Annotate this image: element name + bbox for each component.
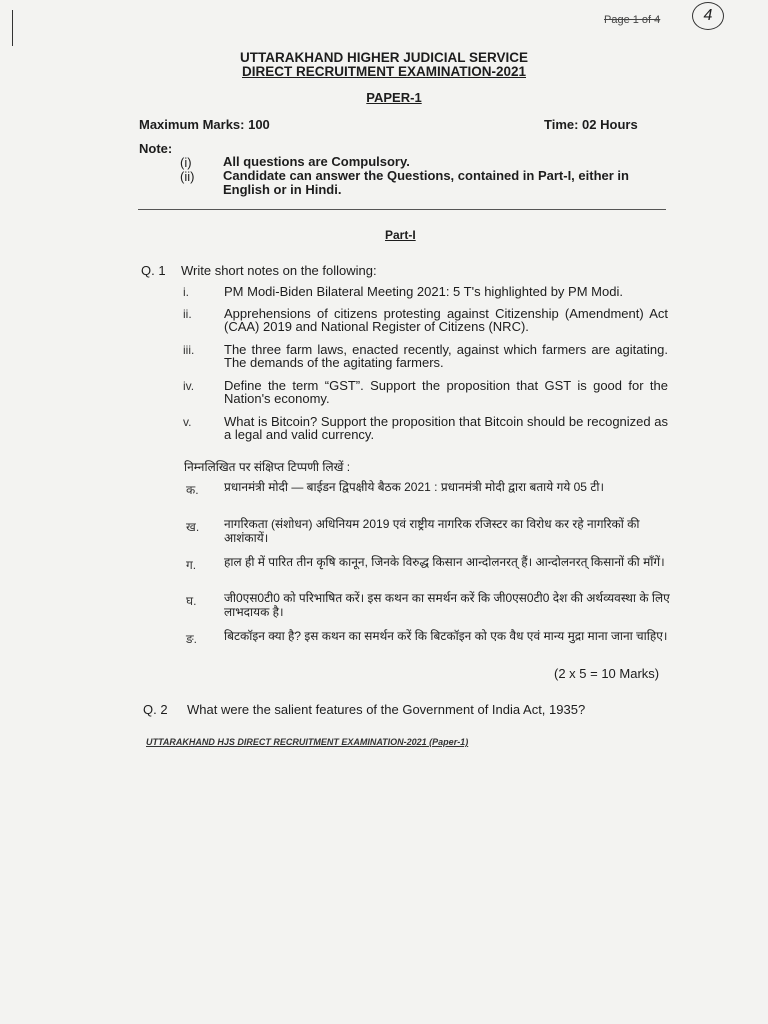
question-marks: (2 x 5 = 10 Marks) — [554, 666, 660, 681]
max-marks: Maximum Marks: 100 — [139, 117, 270, 132]
sub-item-number: v. — [183, 415, 192, 429]
divider — [138, 209, 666, 210]
note-label: Note: — [139, 141, 173, 156]
exam-title-line2-text: DIRECT RECRUITMENT EXAMINATION-2021 — [241, 64, 527, 79]
page-number: Page 1 of 4 — [604, 14, 661, 26]
hindi-instruction: निम्नलिखित पर संक्षिप्त टिप्पणी लिखें : — [184, 460, 351, 474]
margin-mark — [12, 10, 13, 46]
hindi-item-text: हाल ही में पारित तीन कृषि कानून, जिनके विरुद्ध किसान आन्दोलनरत् हैं। आन्दोलनरत् किसानों की माँगें। — [224, 555, 665, 569]
hindi-item-number: ख. — [186, 520, 200, 534]
footer-text: UTTARAKHAND HJS DIRECT RECRUITMENT EXAMINATION-2021 (Paper-1) — [146, 737, 469, 747]
sub-item-number: ii. — [183, 307, 192, 321]
hindi-item-number: ङ. — [186, 632, 197, 646]
question-text: Write short notes on the following: — [181, 263, 377, 278]
question-text: What were the salient features of the Government of India Act, 1935? — [187, 702, 586, 717]
question-number: Q. 1 — [141, 263, 166, 278]
sub-item-number: iv. — [183, 379, 195, 393]
hindi-item-number: ग. — [186, 558, 197, 572]
question-number: Q. 2 — [143, 702, 168, 717]
paper-label: PAPER-1 — [366, 90, 422, 105]
sub-item-text: Apprehensions of citizens protesting against Citizenship (Amendment) Act (CAA) 2019 and National Register of Citizens (NRC). — [224, 306, 668, 334]
hindi-item-text: जी0एस0टी0 को परिभाषित करें। इस कथन का समर्थन करें कि जी0एस0टी0 देश की अर्थव्यवस्था के लिए लाभदायक है। — [224, 591, 670, 619]
exam-title-line2 — [0, 64, 768, 79]
note-item-text: All questions are Compulsory. — [223, 154, 410, 169]
sub-item-text: The three farm laws, enacted recently, against which farmers are agitating. The demands of the agitating farmers. — [224, 342, 668, 370]
sub-item-text: What is Bitcoin? Support the proposition that Bitcoin should be recognized as a legal and valid currency. — [224, 414, 668, 442]
hindi-item-number: क. — [186, 483, 199, 497]
sub-item-text: Define the term “GST”. Support the proposition that GST is good for the Nation's economy. — [224, 378, 668, 406]
sub-item-number: i. — [183, 285, 189, 299]
hindi-item-text: प्रधानमंत्री मोदी — बाईडन द्विपक्षीये बैठक 2021 : प्रधानमंत्री मोदी द्वारा बताये गये 05 टी। — [224, 480, 605, 494]
note-item-number: (i) — [180, 155, 192, 170]
hindi-item-text: नागरिकता (संशोधन) अधिनियम 2019 एवं राष्ट्रीय नागरिक रजिस्टर का विरोध कर रहे नागरिकों की आशंकायें। — [224, 517, 640, 545]
hindi-item-text: बिटकॉइन क्या है? इस कथन का समर्थन करें कि बिटकॉइन को एक वैध एवं मान्य मुद्रा माना जाना चाहिए। — [224, 629, 668, 643]
note-item-number: (ii) — [180, 169, 195, 184]
exam-title-line1: UTTARAKHAND HIGHER JUDICIAL SERVICE — [239, 50, 529, 65]
part-heading: Part-I — [385, 228, 416, 242]
sub-item-number: iii. — [183, 343, 195, 357]
hindi-item-number: घ. — [186, 594, 197, 608]
sub-item-text: PM Modi-Biden Bilateral Meeting 2021: 5 T's highlighted by PM Modi. — [224, 284, 623, 299]
handwritten-page-number: 4 — [692, 2, 724, 30]
time-limit: Time: 02 Hours — [544, 117, 638, 132]
note-item-text: Candidate can answer the Questions, contained in Part-I, either in English or in Hindi. — [223, 168, 629, 197]
